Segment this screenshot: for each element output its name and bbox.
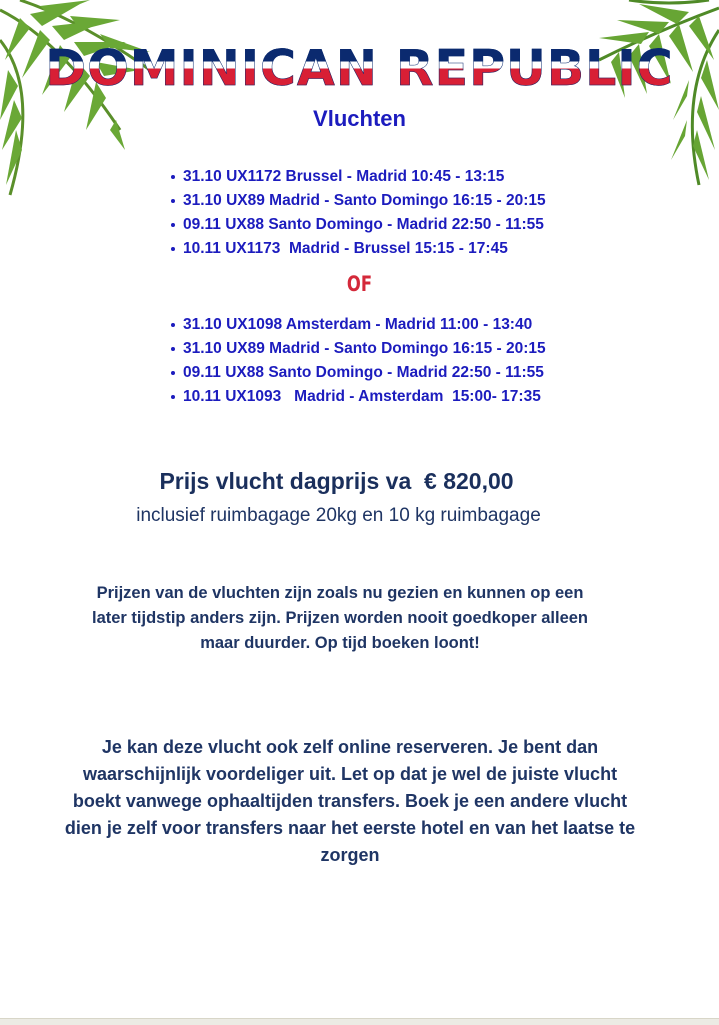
flights-heading: Vluchten (313, 106, 406, 131)
or-separator: OF (346, 272, 373, 296)
list-item: 09.11 UX88 Santo Domingo - Madrid 22:50 - 11:55 (183, 361, 546, 385)
flight-list-option-a (183, 165, 546, 261)
flight-list-option-b (183, 313, 546, 409)
list-item: 31.10 UX1172 Brussel - Madrid 10:45 - 13:15 (183, 165, 546, 189)
list-item: 31.10 UX89 Madrid - Santo Domingo 16:15 - 20:15 (183, 337, 546, 361)
list-item: 10.11 UX1173 Madrid - Brussel 15:15 - 17:45 (183, 237, 546, 261)
palm-leaf-left-icon (0, 0, 160, 200)
luggage-info: inclusief ruimbagage 20kg en 10 kg ruimbagage (136, 505, 541, 526)
list-item: 09.11 UX88 Santo Domingo - Madrid 22:50 - 11:55 (183, 213, 546, 237)
price-disclaimer: Prijzen van de vluchten zijn zoals nu gezien en kunnen op een later tijdstip anders zijn. Prijzen worden nooit goedkoper alleen maar duurder. Op tijd boeken loont! (92, 584, 588, 652)
list-item: 10.11 UX1093 Madrid - Amsterdam 15:00- 17:35 (183, 385, 546, 409)
page-title-text: DOMINICAN REPUBLIC (45, 40, 674, 97)
list-item: 31.10 UX1098 Amsterdam - Madrid 11:00 - 13:40 (183, 313, 546, 337)
price-heading: Prijs vlucht dagprijs va € 820,00 (159, 468, 514, 494)
booking-note: Je kan deze vlucht ook zelf online reserveren. Je bent dan waarschijnlijk voordeliger uit. Let op dat je wel de juiste vlucht boekt vanwege ophaaltijden transfers. Boek je een andere vlucht dien je zelf voor transfers naar het eerste hotel en van het laatse te zorgen (64, 737, 636, 865)
list-item: 31.10 UX89 Madrid - Santo Domingo 16:15 - 20:15 (183, 189, 546, 213)
page-title (0, 38, 719, 100)
